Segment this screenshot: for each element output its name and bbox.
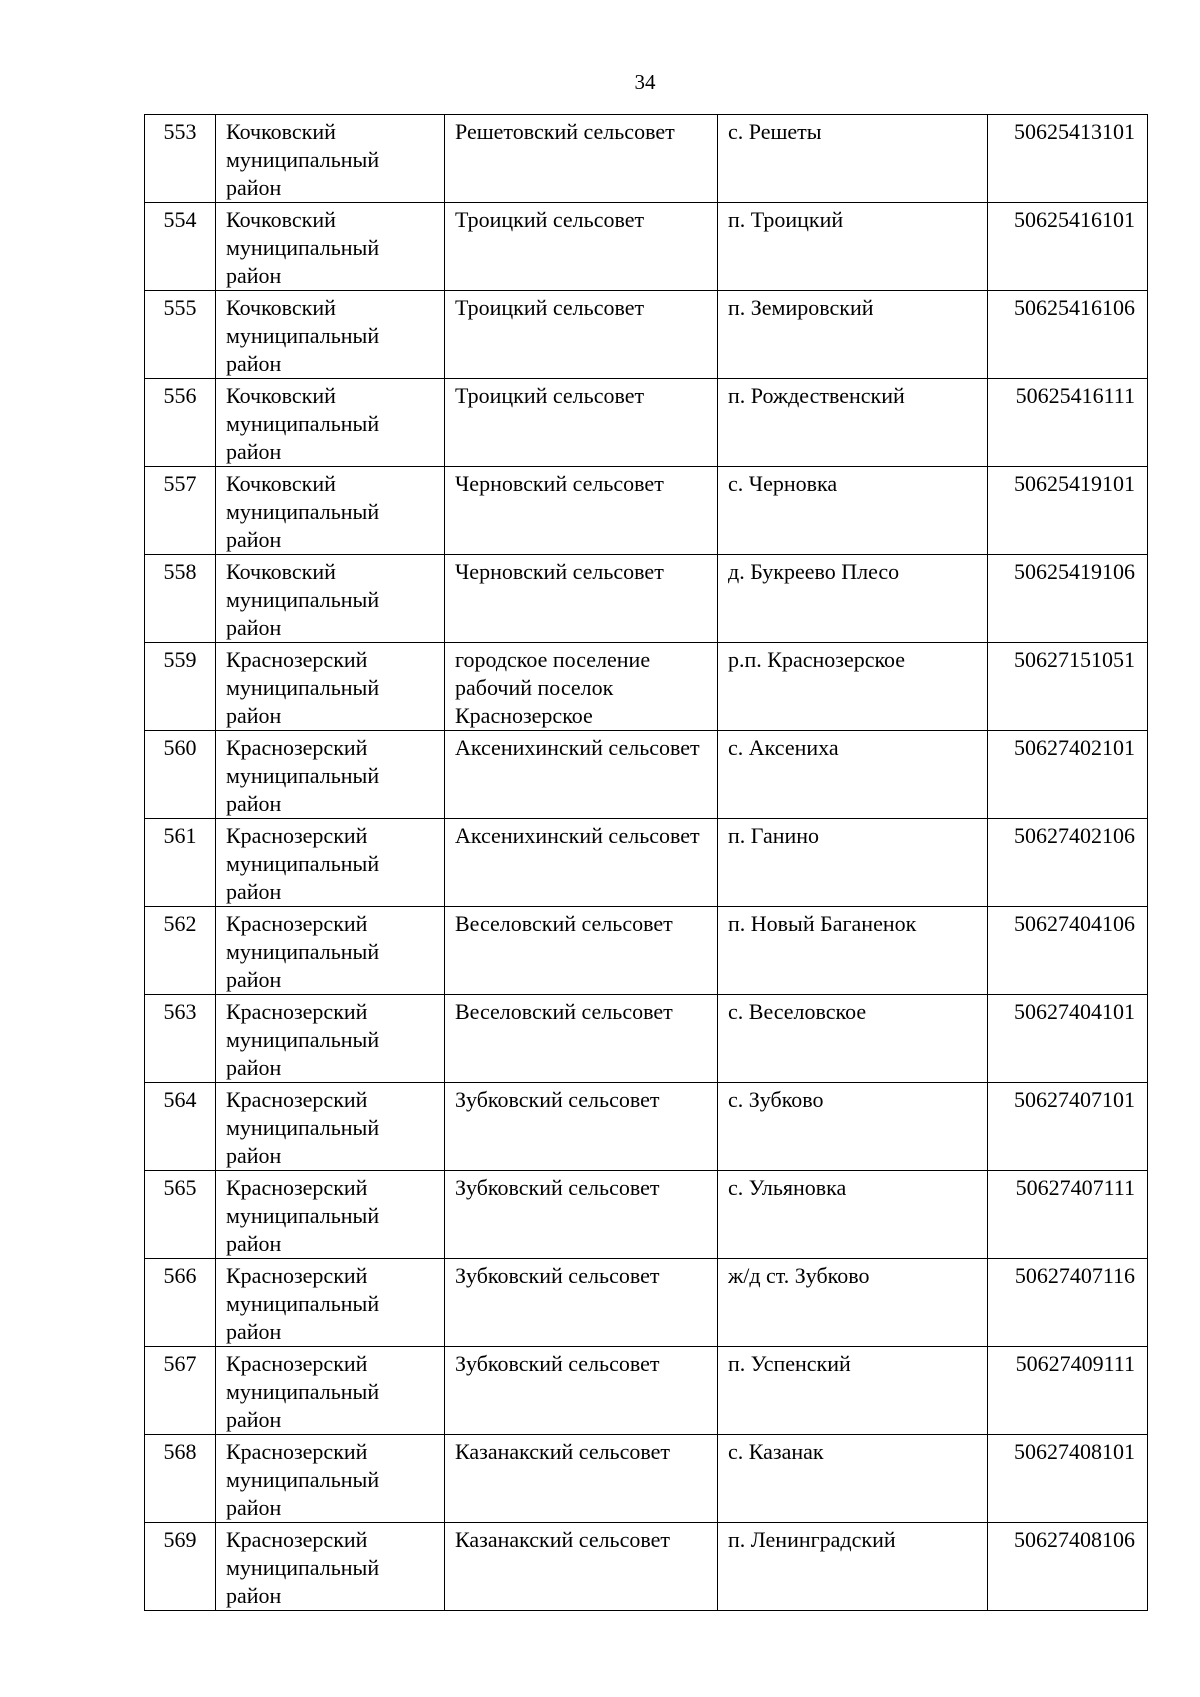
settlement-cell: Казанакский сельсовет <box>445 1435 718 1523</box>
locality-cell: п. Успенский <box>718 1347 988 1435</box>
row-number-cell: 561 <box>145 819 216 907</box>
district-line: муниципальный <box>226 1115 380 1140</box>
settlement-cell: Троицкий сельсовет <box>445 203 718 291</box>
table-row <box>145 291 1148 379</box>
district-line: район <box>226 175 282 200</box>
code-cell: 50627407101 <box>988 1083 1148 1171</box>
district-line: Краснозерский <box>226 999 368 1024</box>
code-cell: 50627408106 <box>988 1523 1148 1611</box>
table-row <box>145 995 1148 1083</box>
locality-cell: п. Новый Баганенок <box>718 907 988 995</box>
settlement-cell: Веселовский сельсовет <box>445 995 718 1083</box>
district-line: муниципальный <box>226 147 380 172</box>
district-cell <box>216 819 445 907</box>
district-cell <box>216 1435 445 1523</box>
settlement-cell: Казанакский сельсовет <box>445 1523 718 1611</box>
settlements-table <box>144 114 1148 1611</box>
district-line: район <box>226 1143 282 1168</box>
district-line: муниципальный <box>226 1027 380 1052</box>
settlement-cell: Троицкий сельсовет <box>445 291 718 379</box>
district-line: муниципальный <box>226 1291 380 1316</box>
district-line: район <box>226 703 282 728</box>
district-line: район <box>226 527 282 552</box>
district-line: район <box>226 1319 282 1344</box>
district-line: район <box>226 967 282 992</box>
district-line: муниципальный <box>226 1379 380 1404</box>
page-number: 34 <box>634 70 656 94</box>
settlement-cell: Веселовский сельсовет <box>445 907 718 995</box>
locality-cell: п. Земировский <box>718 291 988 379</box>
district-cell <box>216 555 445 643</box>
settlement-cell: Троицкий сельсовет <box>445 379 718 467</box>
code-cell: 50625419106 <box>988 555 1148 643</box>
district-cell <box>216 291 445 379</box>
district-cell <box>216 1347 445 1435</box>
district-line: район <box>226 1231 282 1256</box>
locality-cell: с. Аксениха <box>718 731 988 819</box>
row-number-cell: 566 <box>145 1259 216 1347</box>
locality-cell: п. Ленинградский <box>718 1523 988 1611</box>
code-cell: 50625419101 <box>988 467 1148 555</box>
district-line: район <box>226 1407 282 1432</box>
district-line: муниципальный <box>226 235 380 260</box>
district-cell <box>216 379 445 467</box>
row-number-cell: 558 <box>145 555 216 643</box>
district-line: Краснозерский <box>226 647 368 672</box>
district-line: Кочковский <box>226 119 336 144</box>
code-cell: 50625416111 <box>988 379 1148 467</box>
row-number-cell: 568 <box>145 1435 216 1523</box>
code-cell: 50627402101 <box>988 731 1148 819</box>
locality-cell: с. Веселовское <box>718 995 988 1083</box>
district-cell <box>216 731 445 819</box>
table-row <box>145 467 1148 555</box>
locality-cell: с. Зубково <box>718 1083 988 1171</box>
table-row <box>145 555 1148 643</box>
district-line: район <box>226 1583 282 1608</box>
locality-cell: с. Решеты <box>718 115 988 203</box>
row-number-cell: 560 <box>145 731 216 819</box>
code-cell: 50627407111 <box>988 1171 1148 1259</box>
row-number-cell: 564 <box>145 1083 216 1171</box>
district-line: район <box>226 439 282 464</box>
settlement-cell: Решетовский сельсовет <box>445 115 718 203</box>
district-line: муниципальный <box>226 763 380 788</box>
locality-cell: п. Троицкий <box>718 203 988 291</box>
settlement-cell: Черновский сельсовет <box>445 467 718 555</box>
district-cell <box>216 643 445 731</box>
district-cell <box>216 203 445 291</box>
settlement-cell: Аксенихинский сельсовет <box>445 819 718 907</box>
district-line: муниципальный <box>226 851 380 876</box>
district-line: Краснозерский <box>226 1263 368 1288</box>
district-line: район <box>226 1495 282 1520</box>
row-number-cell: 559 <box>145 643 216 731</box>
district-line: муниципальный <box>226 1555 380 1580</box>
settlement-cell: Зубковский сельсовет <box>445 1171 718 1259</box>
district-cell <box>216 1523 445 1611</box>
code-cell: 50625416106 <box>988 291 1148 379</box>
table-row <box>145 1259 1148 1347</box>
district-line: Кочковский <box>226 471 336 496</box>
code-cell: 50627409111 <box>988 1347 1148 1435</box>
district-line: муниципальный <box>226 587 380 612</box>
row-number-cell: 563 <box>145 995 216 1083</box>
district-line: Кочковский <box>226 559 336 584</box>
table-row <box>145 203 1148 291</box>
district-line: район <box>226 263 282 288</box>
district-line: муниципальный <box>226 1203 380 1228</box>
district-cell <box>216 1083 445 1171</box>
district-line: муниципальный <box>226 675 380 700</box>
settlement-cell: Зубковский сельсовет <box>445 1259 718 1347</box>
locality-cell: п. Ганино <box>718 819 988 907</box>
table-row <box>145 1435 1148 1523</box>
district-line: Кочковский <box>226 383 336 408</box>
row-number-cell: 555 <box>145 291 216 379</box>
code-cell: 50627408101 <box>988 1435 1148 1523</box>
table-row <box>145 1523 1148 1611</box>
table-row <box>145 1171 1148 1259</box>
district-line: Краснозерский <box>226 823 368 848</box>
district-line: район <box>226 351 282 376</box>
table-row <box>145 643 1148 731</box>
district-line: Кочковский <box>226 295 336 320</box>
district-line: муниципальный <box>226 939 380 964</box>
row-number-cell: 554 <box>145 203 216 291</box>
district-cell <box>216 1171 445 1259</box>
row-number-cell: 569 <box>145 1523 216 1611</box>
settlement-cell: Аксенихинский сельсовет <box>445 731 718 819</box>
district-line: район <box>226 879 282 904</box>
code-cell: 50627402106 <box>988 819 1148 907</box>
table-row <box>145 1083 1148 1171</box>
settlement-cell: городское поселение рабочий поселок Краснозерское <box>445 643 718 731</box>
district-line: Краснозерский <box>226 1175 368 1200</box>
code-cell: 50627407116 <box>988 1259 1148 1347</box>
district-cell <box>216 995 445 1083</box>
district-line: Краснозерский <box>226 735 368 760</box>
district-line: муниципальный <box>226 411 380 436</box>
district-cell <box>216 1259 445 1347</box>
row-number-cell: 553 <box>145 115 216 203</box>
row-number-cell: 562 <box>145 907 216 995</box>
district-line: муниципальный <box>226 499 380 524</box>
district-line: Краснозерский <box>226 1351 368 1376</box>
locality-cell: с. Ульяновка <box>718 1171 988 1259</box>
table-row <box>145 819 1148 907</box>
table-row <box>145 115 1148 203</box>
district-line: муниципальный <box>226 1467 380 1492</box>
locality-cell: д. Букреево Плесо <box>718 555 988 643</box>
district-line: Кочковский <box>226 207 336 232</box>
code-cell: 50627404106 <box>988 907 1148 995</box>
settlement-cell: Зубковский сельсовет <box>445 1083 718 1171</box>
district-cell <box>216 467 445 555</box>
code-cell: 50627151051 <box>988 643 1148 731</box>
locality-cell: ж/д ст. Зубково <box>718 1259 988 1347</box>
district-line: район <box>226 791 282 816</box>
district-line: Краснозерский <box>226 1527 368 1552</box>
district-cell <box>216 115 445 203</box>
locality-cell: п. Рождественский <box>718 379 988 467</box>
row-number-cell: 556 <box>145 379 216 467</box>
code-cell: 50625416101 <box>988 203 1148 291</box>
locality-cell: р.п. Краснозерское <box>718 643 988 731</box>
code-cell: 50627404101 <box>988 995 1148 1083</box>
settlement-cell: Зубковский сельсовет <box>445 1347 718 1435</box>
table-row <box>145 379 1148 467</box>
district-line: Краснозерский <box>226 1439 368 1464</box>
district-cell <box>216 907 445 995</box>
table-row <box>145 1347 1148 1435</box>
code-cell: 50625413101 <box>988 115 1148 203</box>
locality-cell: с. Черновка <box>718 467 988 555</box>
row-number-cell: 557 <box>145 467 216 555</box>
settlement-cell: Черновский сельсовет <box>445 555 718 643</box>
row-number-cell: 567 <box>145 1347 216 1435</box>
row-number-cell: 565 <box>145 1171 216 1259</box>
locality-cell: с. Казанак <box>718 1435 988 1523</box>
table-body <box>145 115 1148 1611</box>
district-line: муниципальный <box>226 323 380 348</box>
district-line: район <box>226 1055 282 1080</box>
district-line: Краснозерский <box>226 911 368 936</box>
district-line: Краснозерский <box>226 1087 368 1112</box>
district-line: район <box>226 615 282 640</box>
table-row <box>145 907 1148 995</box>
table-row <box>145 731 1148 819</box>
